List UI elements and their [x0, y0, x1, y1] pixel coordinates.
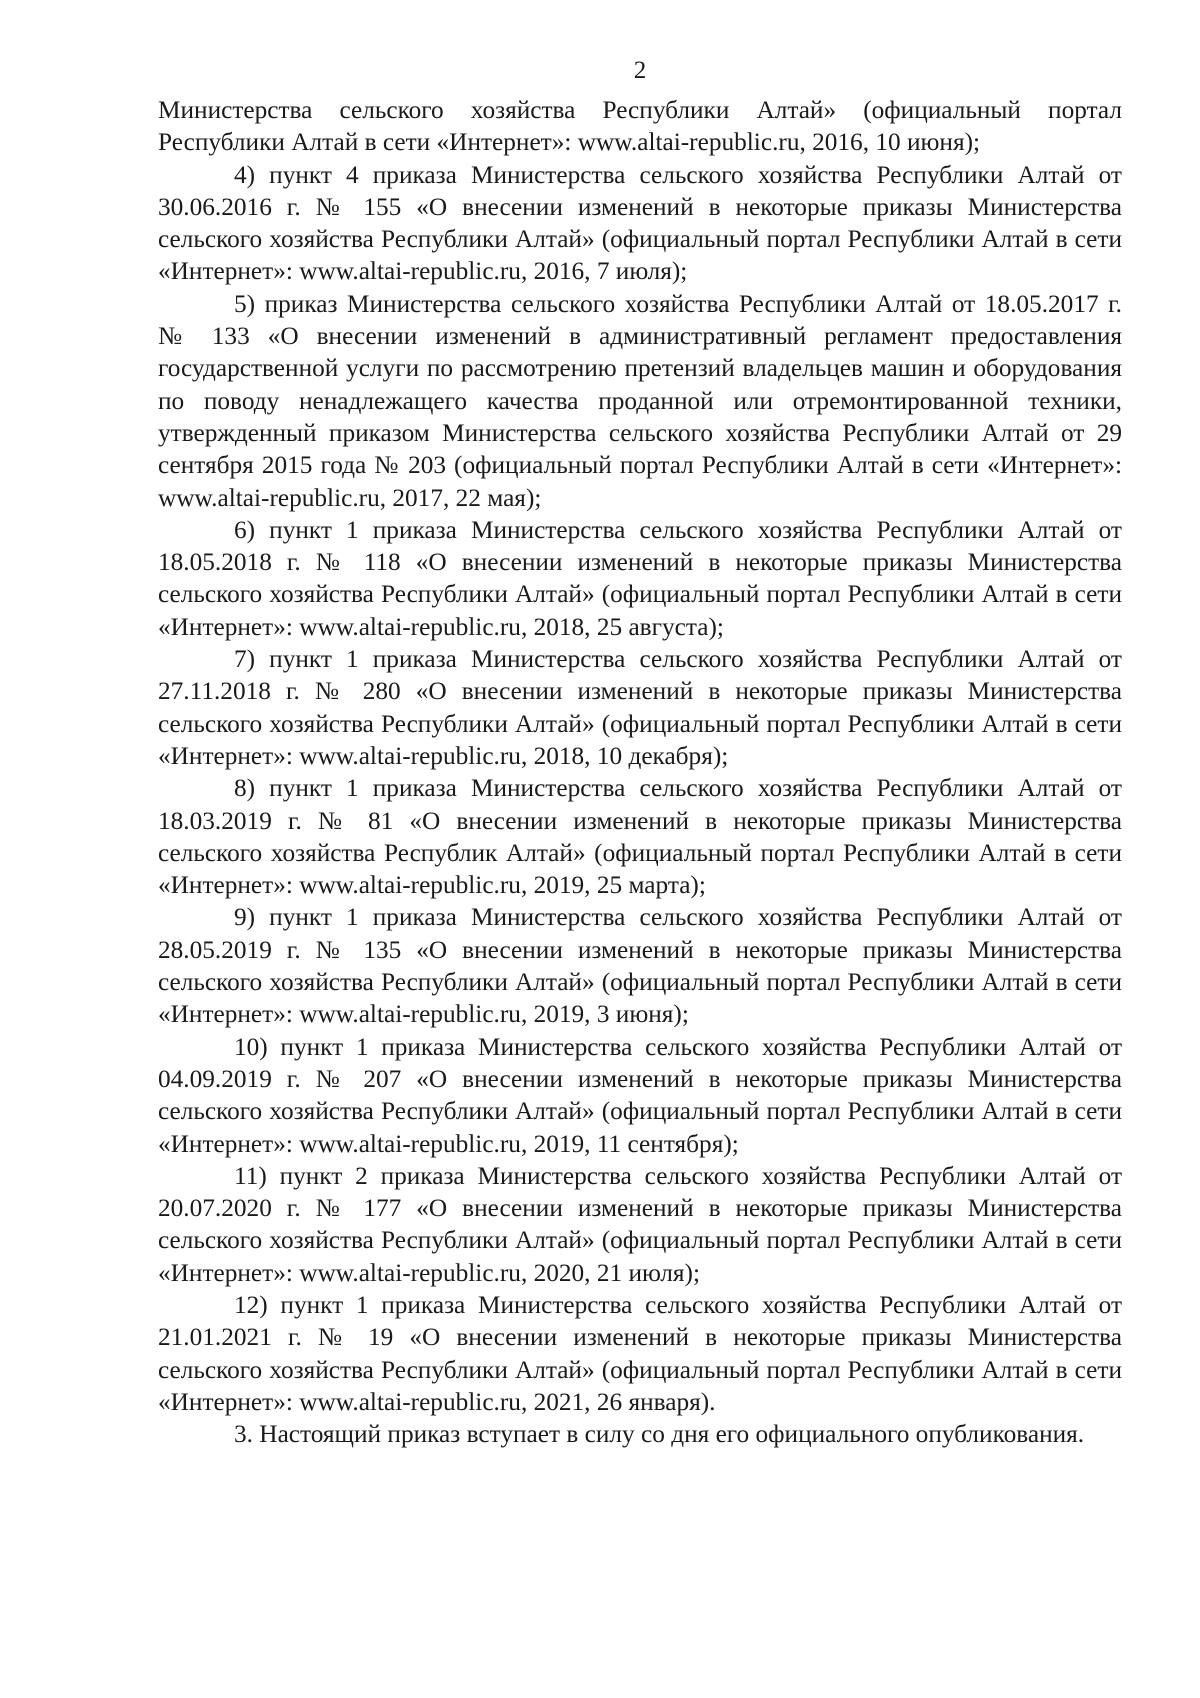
paragraph-item-8: 8) пункт 1 приказа Министерства сельского хозяйства Республики Алтай от 18.03.2019 г. № 81 «О внесении изменений в некоторые приказы Министерства сельского хозяйства Республик Алтай» (официальный портал Республики Алтай в сети «Интернет»: www.altai-republic.ru, 2019, 25 марта);	[158, 774, 1122, 900]
paragraph-clause-3: 3. Настоящий приказ вступает в силу со дня его официального опубликования.	[234, 1420, 1085, 1449]
paragraph-item-11: 11) пункт 2 приказа Министерства сельского хозяйства Республики Алтай от 20.07.2020 г. № 177 «О внесении изменений в некоторые приказы Министерства сельского хозяйства Республики Алтай» (официальный портал Республики Алтай в сети «Интернет»: www.altai-republic.ru, 2020, 21 июля);	[158, 1161, 1122, 1287]
paragraph-item-4: 4) пункт 4 приказа Министерства сельского хозяйства Республики Алтай от 30.06.2016 г. № 155 «О внесении изменений в некоторые приказы Министерства сельского хозяйства Республики Алтай» (официальный портал Республики Алтай в сети «Интернет»: www.altai-republic.ru, 2016, 7 июля);	[158, 160, 1122, 286]
page-number: 2	[633, 57, 647, 84]
paragraph-item-7: 7) пункт 1 приказа Министерства сельского хозяйства Республики Алтай от 27.11.2018 г. № 280 «О внесении изменений в некоторые приказы Министерства сельского хозяйства Республики Алтай» (официальный портал Республики Алтай в сети «Интернет»: www.altai-republic.ru, 2018, 10 декабря);	[158, 645, 1122, 770]
document-page	[158, 0, 1122, 1450]
paragraph-item-10: 10) пункт 1 приказа Министерства сельского хозяйства Республики Алтай от 04.09.2019 г. № 207 «О внесении изменений в некоторые приказы Министерства сельского хозяйства Республики Алтай» (официальный портал Республики Алтай в сети «Интернет»: www.altai-republic.ru, 2019, 11 сентября);	[158, 1032, 1122, 1158]
paragraph-item-9: 9) пункт 1 приказа Министерства сельского хозяйства Республики Алтай от 28.05.2019 г. № 135 «О внесении изменений в некоторые приказы Министерства сельского хозяйства Республики Алтай» (официальный портал Республики Алтай в сети «Интернет»: www.altai-republic.ru, 2019, 3 июня);	[158, 903, 1122, 1029]
document-body	[158, 94, 1122, 1450]
paragraph-item-12: 12) пункт 1 приказа Министерства сельского хозяйства Республики Алтай от 21.01.2021 г. № 19 «О внесении изменений в некоторые приказы Министерства сельского хозяйства Республики Алтай» (официальный портал Республики Алтай в сети «Интернет»: www.altai-republic.ru, 2021, 26 января).	[158, 1290, 1122, 1416]
paragraph-continuation: Министерства сельского хозяйства Республики Алтай» (официальный портал Республики Алтай в сети «Интернет»: www.altai-republic.ru, 2016, 10 июня);	[158, 96, 1122, 157]
paragraph-item-6: 6) пункт 1 приказа Министерства сельского хозяйства Республики Алтай от 18.05.2018 г. № 118 «О внесении изменений в некоторые приказы Министерства сельского хозяйства Республики Алтай» (официальный портал Республики Алтай в сети «Интернет»: www.altai-republic.ru, 2018, 25 августа);	[158, 515, 1122, 641]
paragraph-item-5: 5) приказ Министерства сельского хозяйства Республики Алтай от 18.05.2017 г. № 133 «О внесении изменений в административный регламент предоставления государственной услуги по рассмотрению претензий владельцев машин и оборудования по поводу ненадлежащего качества проданной или отремонтированной техники, утвержденный приказом Министерства сельского хозяйства Республики Алтай от 29 сентября 2015 года № 203 (официальный портал Республики Алтай в сети «Интернет»: www.altai-republic.ru, 2017, 22 мая);	[158, 289, 1122, 512]
